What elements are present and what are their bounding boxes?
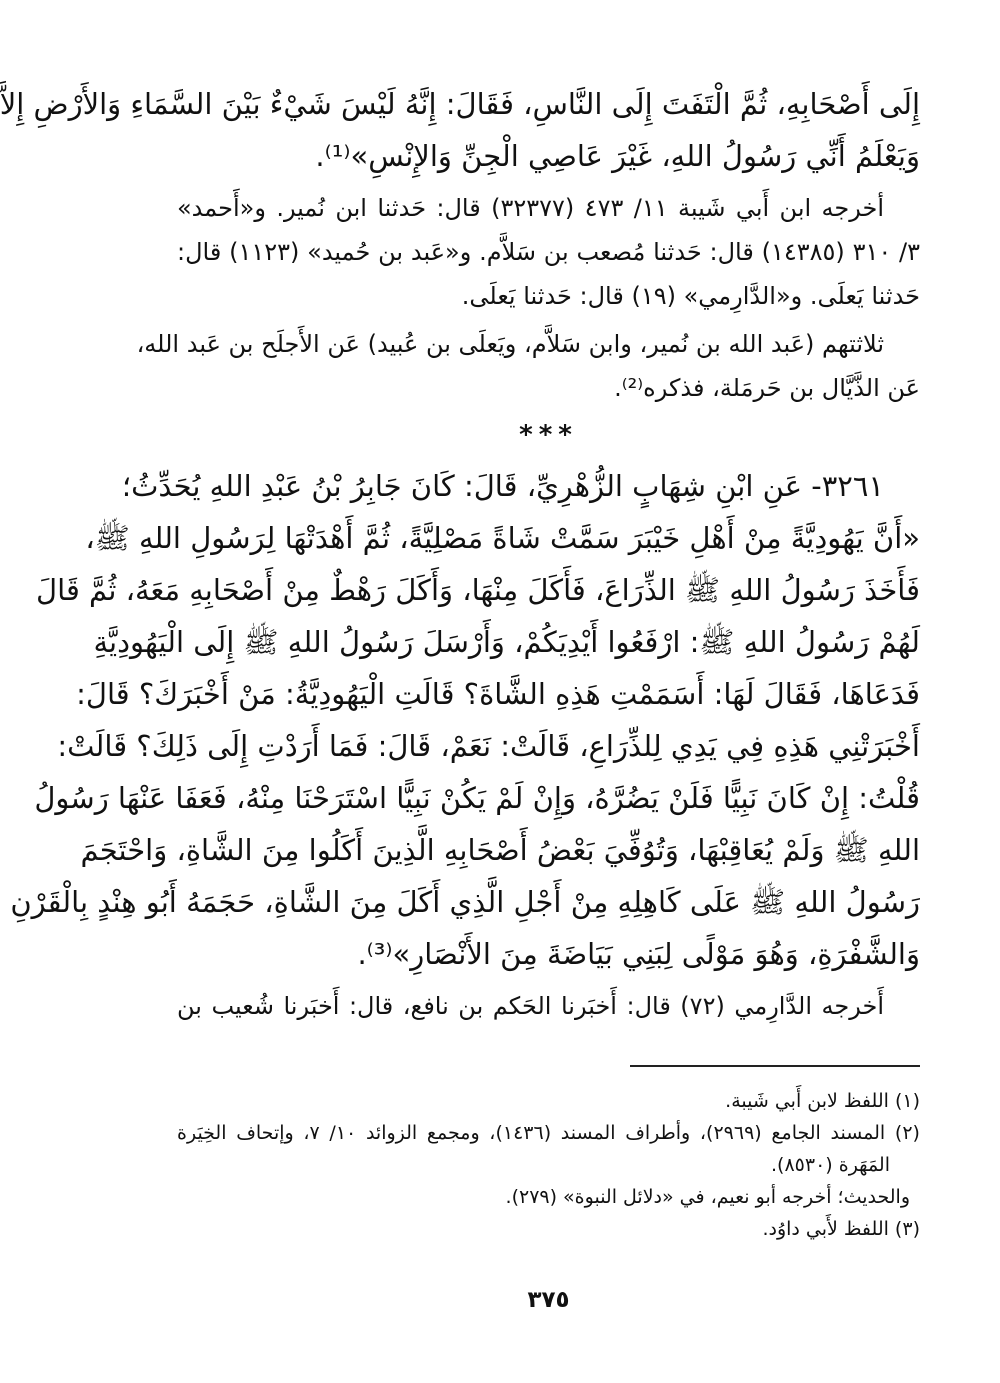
hadith-continuation: [0, 78, 920, 182]
footnote-3: (٣) اللفظ لأَبي داوُد.: [762, 1218, 920, 1240]
text-line: رَسُولُ اللهِ ﷺ عَلَى كَاهِلِهِ مِنْ أَجْلِ الَّذِي أَكَلَ مِنَ الشَّاةِ، حَجَمَهُ أَبُو هِنْدٍ بِالْقَرْنِ: [10, 885, 920, 919]
footnote-1: (١) اللفظ لابن أَبي شَيبة.: [725, 1090, 920, 1112]
text-line: ٣/ ٣١٠ (١٤٣٨٥) قال: حَدثنا مُصعب بن سَلاَّم. و«عَبد بن حُميد» (١١٢٣) قال:: [177, 238, 920, 266]
text-line: «أَنَّ يَهُودِيَّةً مِنْ أَهْلِ خَيْبَرَ سَمَّتْ شَاةً مَصْلِيَّةً، ثُمَّ أَهْدَتْهَا لِرَسُولِ اللهِ ﷺ،: [85, 521, 920, 555]
section-separator: ***: [519, 420, 578, 450]
takhrij-paragraph-3: [177, 984, 920, 1028]
text-line: اللهِ ﷺ وَلَمْ يُعَاقِبْهَا، وَتُوُفِّيَ بَعْضُ أَصْحَابِهِ الَّذِينَ أَكَلُوا مِنَ الشَّاةِ، وَاحْتَجَمَ: [80, 833, 920, 867]
text-line: فَدَعَاهَا، فَقَالَ لَهَا: أَسَمَمْتِ هَذِهِ الشَّاةَ؟ قَالَتِ الْيَهُودِيَّةُ: مَنْ أَخْبَرَكَ؟ قَالَ:: [76, 677, 920, 711]
text-line: إِلَى أَصْحَابِهِ، ثُمَّ الْتَفَتَ إِلَى النَّاسِ، فَقَالَ: إِنَّهُ لَيْسَ شَيْءٌ بَيْنَ السَّمَاءِ وَالأَرْضِ إِلاَّ: [0, 87, 920, 121]
text-line: حَدثنا يَعلَى. و«الدَّارِمي» (١٩) قال: حَدثنا يَعلَى.: [461, 282, 920, 310]
takhrij-paragraph-1: [177, 186, 920, 318]
text-line: قُلْتُ: إِنْ كَانَ نَبِيًّا فَلَنْ يَضُرَّهُ، وَإِنْ لَمْ يَكُنْ نَبِيًّا اسْتَرَحْنَا مِنْهُ، فَعَفَا عَنْهَا رَسُولُ: [34, 781, 920, 815]
text-line: وَالشَّفْرَةِ، وَهُوَ مَوْلًى لِبَنِي بَيَاضَةَ مِنَ الأَنْصَارِ»⁽³⁾.: [357, 937, 920, 971]
text-line: ٣٢٦١- عَنِ ابْنِ شِهَابٍ الزُّهْرِيِّ، قَالَ: كَانَ جَابِرُ بْنُ عَبْدِ اللهِ يُحَدِّثُ؛: [121, 469, 884, 503]
footnote-2-continuation: المَهَرة (٨٥٣٠).: [771, 1154, 890, 1176]
footnote-divider: [630, 1065, 920, 1067]
text-line: أخرجه ابن أَبي شَيبة ١١/ ٤٧٣ (٣٢٣٧٧) قال: حَدثنا ابن نُمير. و«أَحمد»: [177, 194, 884, 222]
hadith-3261: [10, 460, 920, 980]
text-line: فَأَخَذَ رَسُولُ اللهِ ﷺ الذِّرَاعَ، فَأَكَلَ مِنْهَا، وَأَكَلَ رَهْطٌ مِنْ أَصْحَابِهِ مَعَهُ، ثُمَّ قَالَ: [36, 573, 920, 607]
main-text: [0, 78, 920, 1028]
text-line: وَيَعْلَمُ أَنِّي رَسُولُ اللهِ، غَيْرَ عَاصِي الْجِنِّ وَالإِنْسِ»⁽¹⁾.: [315, 139, 920, 173]
text-line: لَهُمْ رَسُولُ اللهِ ﷺ: ارْفَعُوا أَيْدِيَكُمْ، وَأَرْسَلَ رَسُولُ اللهِ ﷺ إِلَى الْيَهُودِيَّةِ: [93, 625, 920, 659]
takhrij-paragraph-2: [136, 322, 920, 410]
text-line: ثلاثتهم (عَبد الله بن نُمير، وابن سَلاَّم، ويَعلَى بن عُبيد) عَن الأَجلَح بن عَبد الله،: [136, 330, 884, 358]
page-number: ٣٧٥: [527, 1287, 570, 1313]
footnote-2-note: والحديث؛ أخرجه أبو نعيم، في «دلائل النبوة» (٢٧٩).: [505, 1186, 910, 1208]
footnotes: [177, 1085, 920, 1245]
text-line: أَخرجه الدَّارِمي (٧٢) قال: أَخبَرنا الحَكم بن نافع، قال: أَخبَرنا شُعيب بن: [177, 992, 884, 1020]
text-line: عَن الذَّيَّال بن حَرمَلة، فذكره⁽²⁾.: [614, 374, 920, 402]
footnote-2: (٢) المسند الجامع (٢٩٦٩)، وأطراف المسند (١٤٣٦)، ومجمع الزوائد ١٠/ ٧، وإتحاف الخِيَرة: [177, 1122, 920, 1144]
text-line: أَخْبَرَتْنِي هَذِهِ فِي يَدِي لِلذِّرَاعِ، قَالَتْ: نَعَمْ، قَالَ: فَمَا أَرَدْتِ إِلَى ذَلِكَ؟ قَالَتْ:: [57, 729, 920, 763]
